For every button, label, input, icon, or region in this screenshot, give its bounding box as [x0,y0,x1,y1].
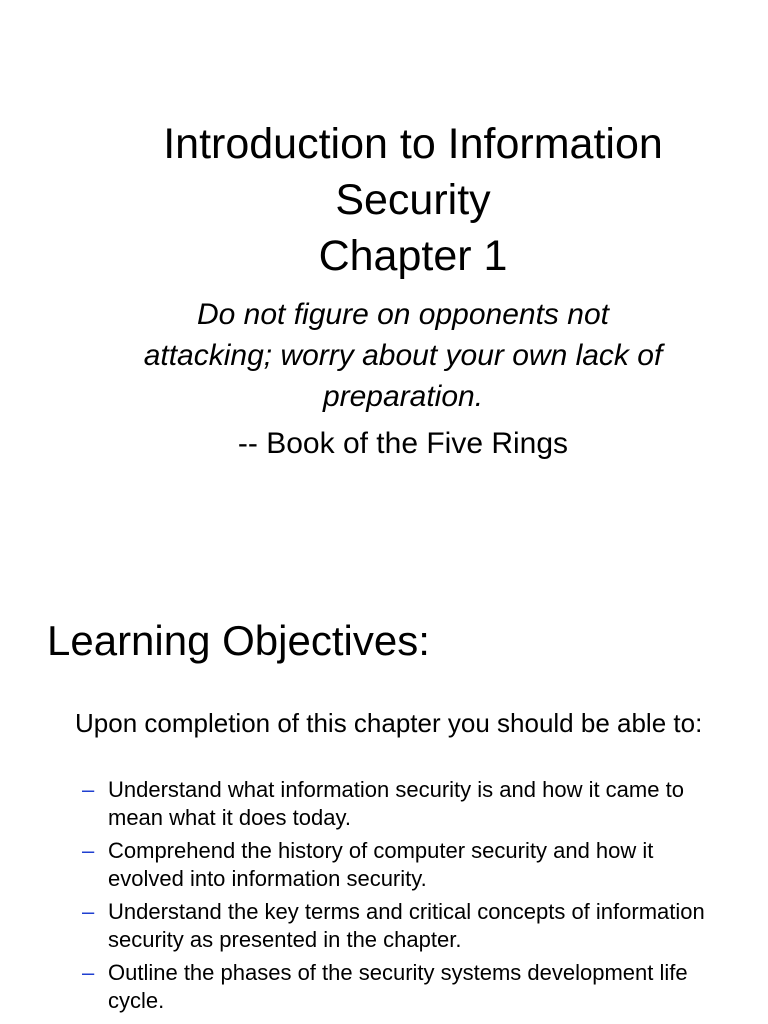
dash-bullet-icon: – [82,777,95,802]
objectives-list [82,776,722,1020]
dash-bullet-icon: – [82,899,95,924]
objective-item [82,898,722,953]
slide-title [100,116,726,284]
objectives-slide [0,576,768,1024]
dash-bullet-icon: – [82,838,95,863]
quote-text: Do not figure on opponents not attacking; worry about your own lack of preparation. [143,298,663,413]
objective-text: Understand the key terms and critical concepts of information security as presented in the chapter. [108,899,705,952]
objective-text: Understand what information security is and how it came to mean what it does today. [108,777,684,830]
title-line-1: Introduction to Information [163,120,663,168]
objectives-intro: Upon completion of this chapter you should be able to: [75,708,703,738]
objective-text: Outline the phases of the security systems development life cycle. [108,960,688,1013]
objective-item [82,776,722,831]
dash-bullet-icon: – [82,960,95,985]
chapter-label: Chapter 1 [318,232,508,280]
objective-text: Comprehend the history of computer security and how it evolved into information security. [108,838,654,891]
quote-attribution: -- Book of the Five Rings [237,427,569,460]
objective-item [82,959,722,1014]
objective-item [82,837,722,892]
title-line-2: Security [335,176,491,224]
objectives-heading: Learning Objectives: [47,617,430,664]
